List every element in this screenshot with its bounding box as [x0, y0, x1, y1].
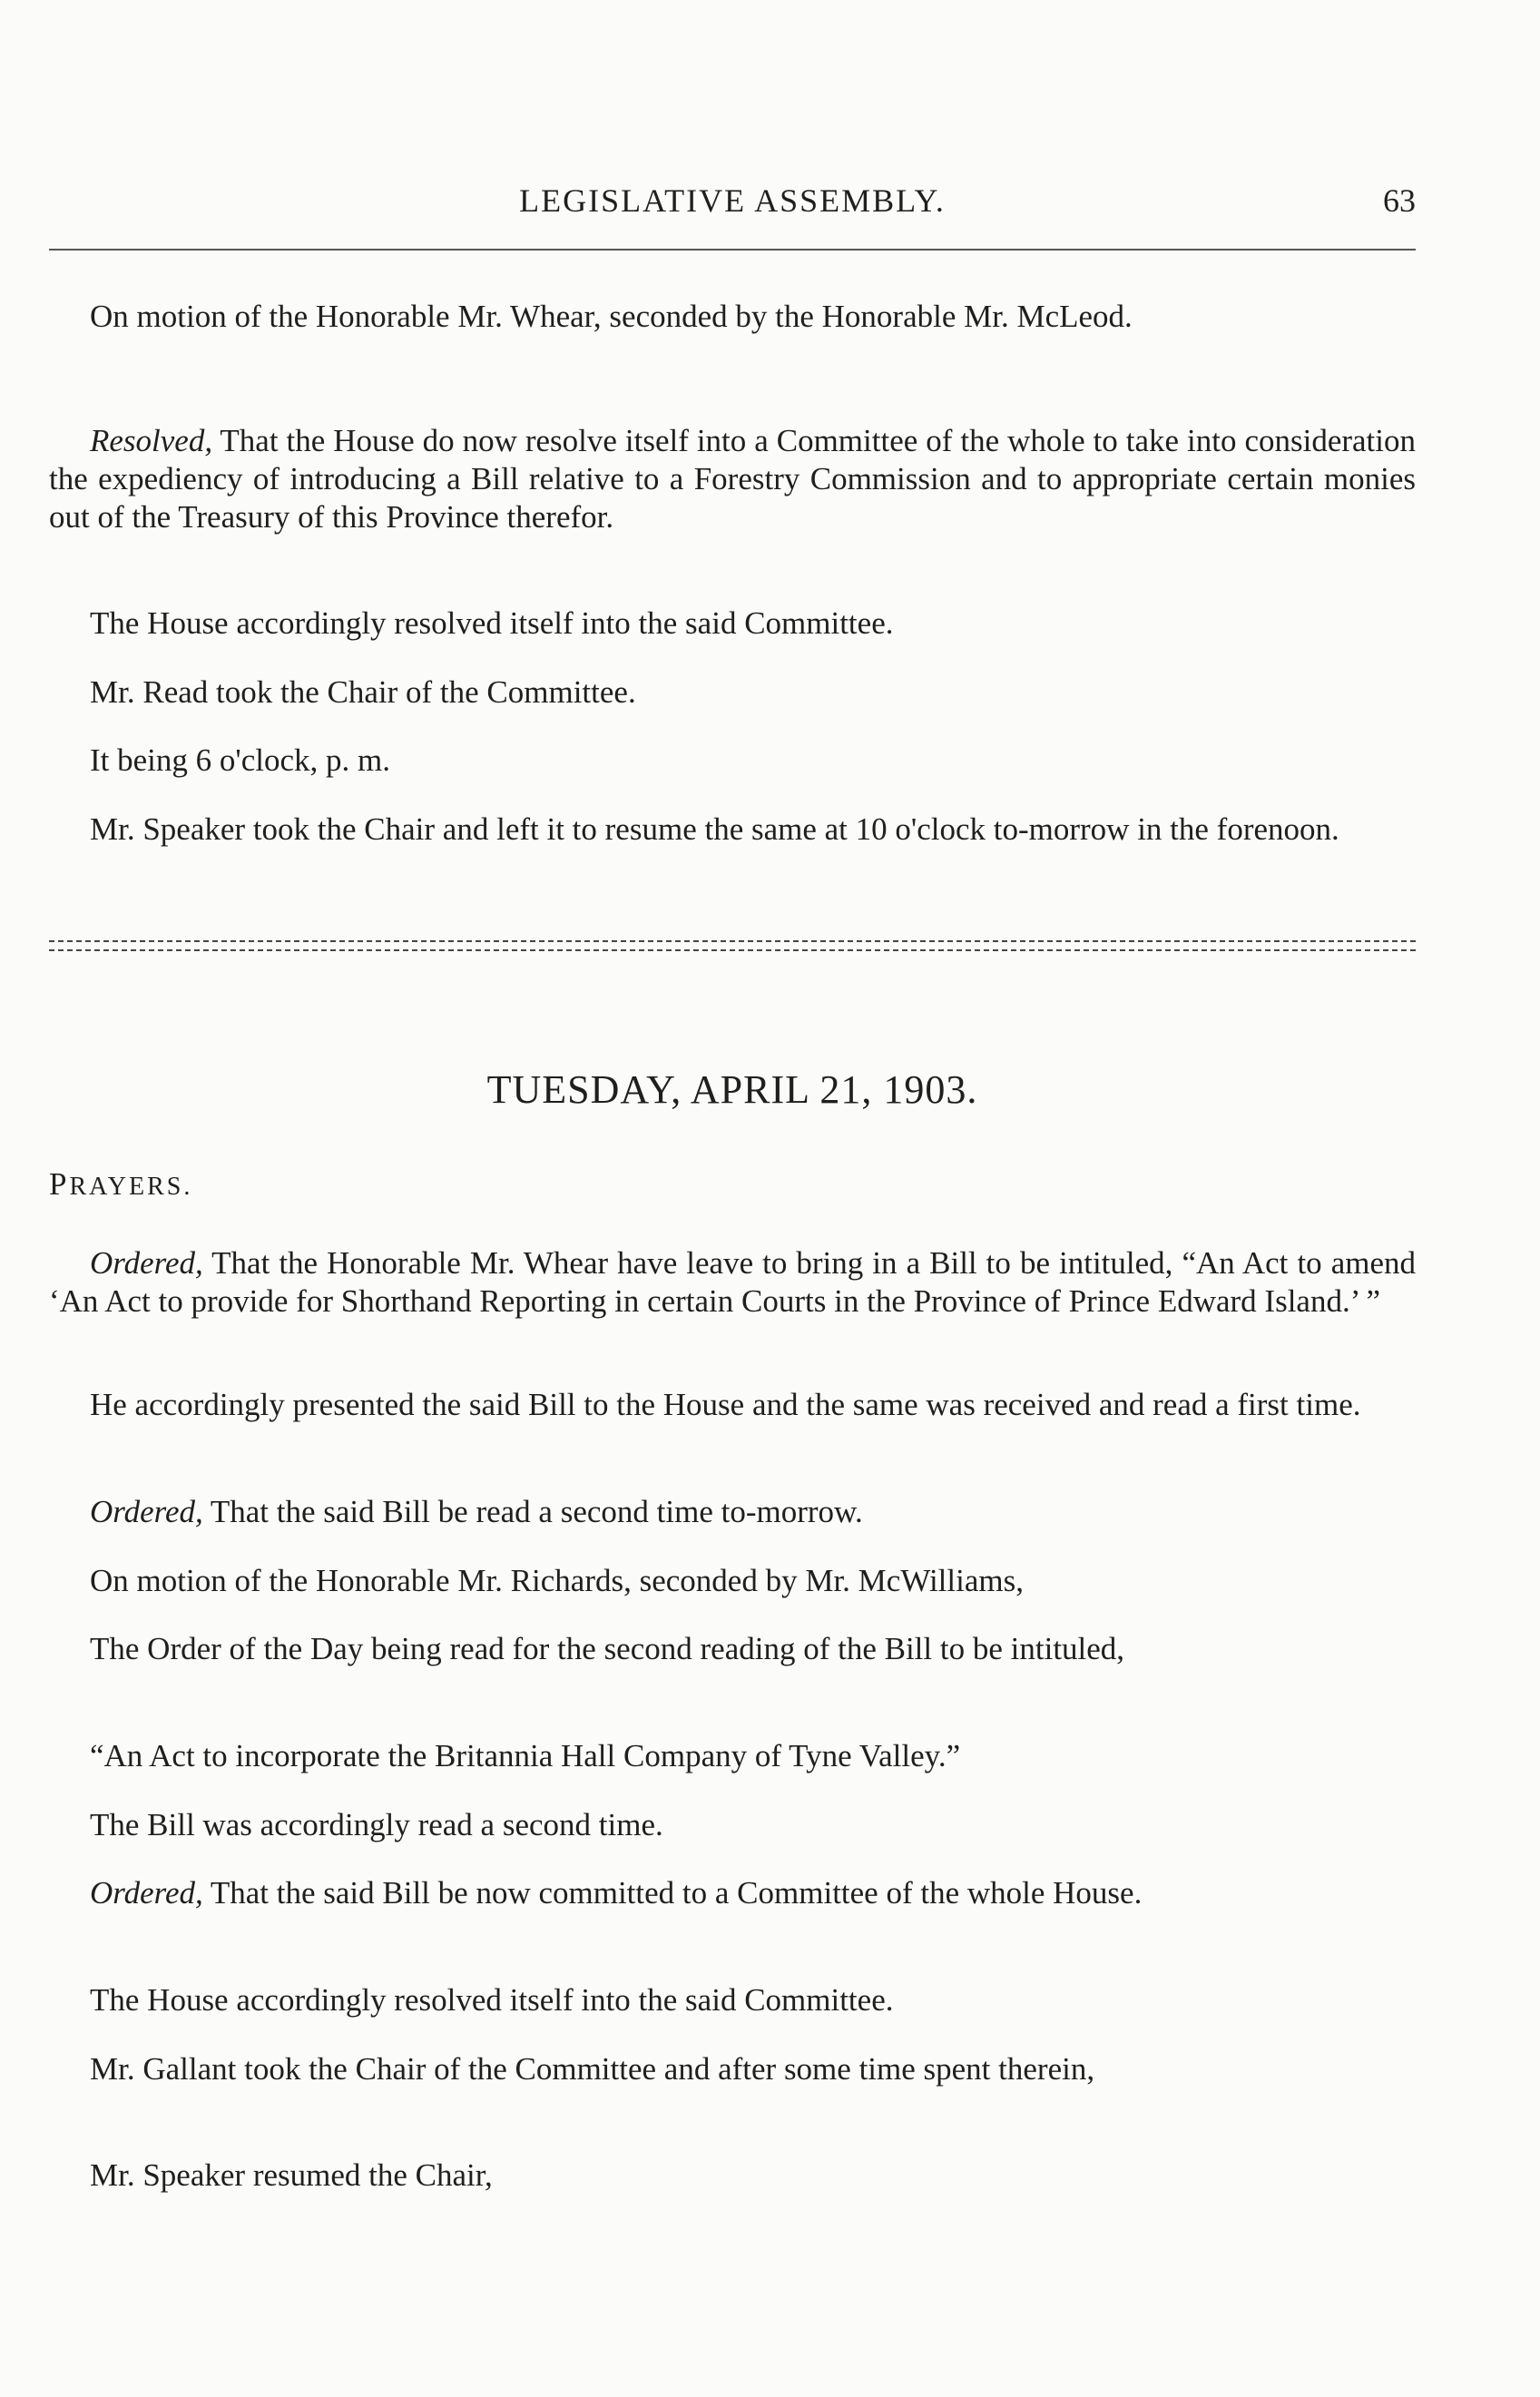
paragraph-speaker-resumed: Mr. Speaker resumed the Chair,: [90, 2157, 493, 2193]
prayers-label: PRAYERS.: [49, 1166, 193, 1202]
paragraph-order-of-day: The Order of the Day being read for the second reading of the Bill to be intituled,: [90, 1631, 1125, 1666]
paragraph-house-resolved-2: The House accordingly resolved itself into the said Committee.: [90, 1982, 894, 2018]
paragraph-speaker-left: Mr. Speaker took the Chair and left it to resume the same at 10 o'clock to-morrow in the forenoon.: [90, 811, 1339, 847]
header-rule: [49, 249, 1416, 251]
paragraph-ordered-whear-bill: Ordered, That the Honorable Mr. Whear have leave to bring in a Bill to be intituled, “An Act to amend ‘An Act to provide for Shorthand Reporting in certain Courts in the Province of Prince Edward Island.’ ”: [49, 1245, 1416, 1319]
paragraph-house-resolved: The House accordingly resolved itself into the said Committee.: [90, 605, 894, 641]
section-divider: [49, 940, 1416, 951]
ordered-label: Ordered,: [90, 1494, 203, 1529]
paragraph-motion-richards: On motion of the Honorable Mr. Richards, seconded by Mr. McWilliams,: [90, 1563, 1024, 1598]
paragraph-presented-bill: He accordingly presented the said Bill to the House and the same was received and read a first time.: [90, 1387, 1361, 1422]
resolved-label: Resolved,: [90, 423, 213, 458]
paragraph-ordered-committed: Ordered, That the said Bill be now committed to a Committee of the whole House.: [90, 1875, 1143, 1911]
page-number: 63: [1383, 182, 1416, 219]
paragraph-second-reading: The Bill was accordingly read a second time.: [90, 1807, 663, 1842]
running-title: LEGISLATIVE ASSEMBLY.: [519, 182, 946, 219]
paragraph-gallant-chair: Mr. Gallant took the Chair of the Committee and after some time spent therein,: [90, 2051, 1095, 2087]
ordered-label: Ordered,: [90, 1245, 203, 1281]
paragraph-act-title: “An Act to incorporate the Britannia Hall Company of Tyne Valley.”: [90, 1738, 961, 1773]
paragraph-motion-whear: On motion of the Honorable Mr. Whear, seconded by the Honorable Mr. McLeod.: [90, 299, 1133, 334]
paragraph-resolved: Resolved, That the House do now resolve itself into a Committee of the whole to take into consideration the expediency of introducing a Bill relative to a Forestry Commission and to appropriate certain monies out of the Treasury of this Province therefor.: [49, 423, 1416, 535]
page-header: [49, 178, 1416, 223]
day-heading: TUESDAY, APRIL 21, 1903.: [486, 1067, 978, 1112]
paragraph-read-chair: Mr. Read took the Chair of the Committee.: [90, 674, 636, 710]
paragraph-ordered-second-time: Ordered, That the said Bill be read a second time to-morrow.: [90, 1494, 863, 1529]
ordered-label: Ordered,: [90, 1875, 203, 1911]
paragraph-six-oclock: It being 6 o'clock, p. m.: [90, 742, 390, 778]
